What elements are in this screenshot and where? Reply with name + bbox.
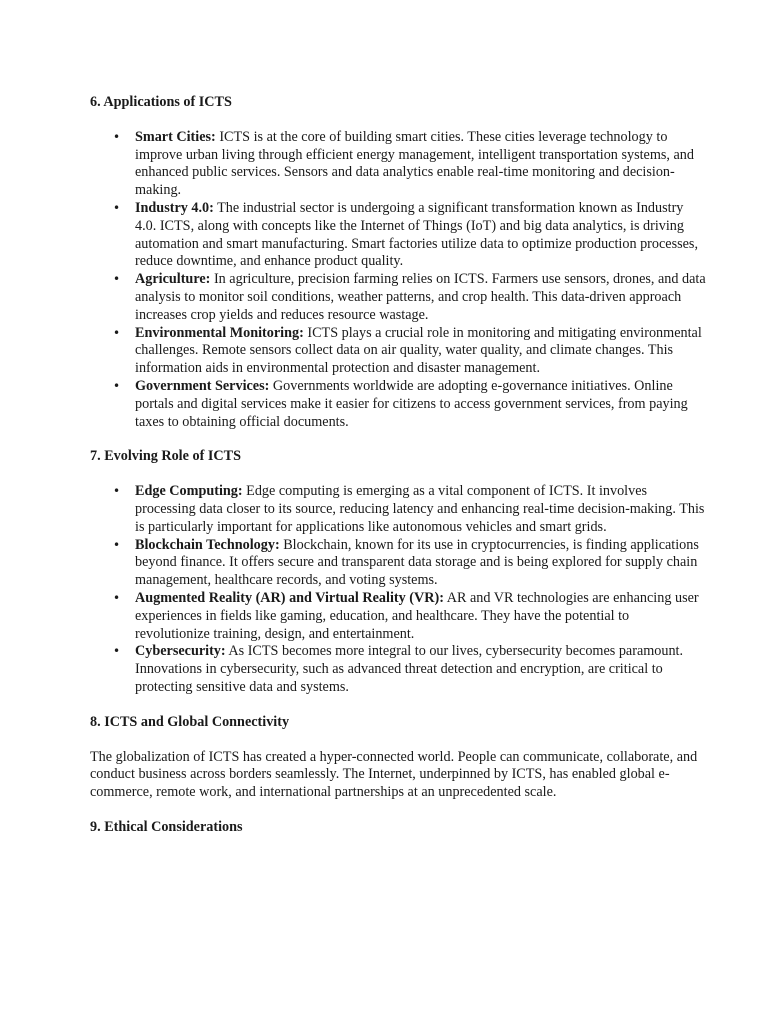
list-item: [135, 537, 706, 590]
global-connectivity-paragraph: The globalization of ICTS has created a hyper-connected world. People can communicate, collaborate, and conduct business across borders seamlessly. The Internet, underpinned by ICTS, has enabled global e-commerce, remote work, and international partnerships at an unprecedented scale.: [90, 748, 698, 801]
item-text: Edge computing is emerging as a vital component of ICTS. It involves processing data closer to its source, reducing latency and enhancing real-time decision-making. This is particularly important for applications like autonomous vehicles and smart grids.: [135, 483, 705, 535]
section-heading-global-connectivity: 8. ICTS and Global Connectivity: [90, 713, 290, 730]
section-heading-ethical-considerations: 9. Ethical Considerations: [90, 818, 243, 835]
item-text: As ICTS becomes more integral to our lives, cybersecurity becomes paramount. Innovations in cybersecurity, such as advanced threat detection and encryption, are critical to protecting sensitive data and systems.: [135, 643, 684, 695]
list-item: [135, 590, 706, 643]
item-term: Government Services:: [135, 377, 270, 394]
item-text: The industrial sector is undergoing a significant transformation known as Industry 4.0. ICTS, along with concepts like the Internet of Things (IoT) and big data analytics, is driving automation and smart manufacturing. Smart factories utilize data to optimize production processes, reduce downtime, and enhance product quality.: [135, 199, 698, 270]
item-text: Blockchain, known for its use in cryptocurrencies, is finding applications beyond finance. It offers secure and transparent data storage and is being explored for supply chain management, healthcare records, and voting systems.: [135, 536, 699, 589]
section-heading-evolving-role: 7. Evolving Role of ICTS: [90, 448, 241, 465]
list-item: [135, 325, 706, 378]
evolving-role-list: [90, 483, 706, 697]
item-text: AR and VR technologies are enhancing user experiences in fields like gaming, education, and healthcare. They have the potential to revolutionize training, design, and entertainment.: [135, 589, 699, 642]
item-text: In agriculture, precision farming relies on ICTS. Farmers use sensors, drones, and data analysis to monitor soil conditions, weather patterns, and crop health. This data-driven approach increases crop yields and reduces resource wastage.: [135, 271, 706, 323]
list-item: [135, 271, 706, 324]
list-item: [135, 483, 706, 536]
list-item: [135, 643, 706, 696]
applications-list: [90, 129, 706, 432]
item-term: Agriculture:: [135, 271, 211, 288]
item-text: ICTS is at the core of building smart cities. These cities leverage technology to improve urban living through efficient energy management, intelligent transportation systems, and enhanced public services. Sensors and data analytics enable real-time monitoring and decision-making.: [135, 128, 694, 199]
item-term: Blockchain Technology:: [135, 536, 280, 553]
list-item: [135, 378, 706, 431]
list-item: [135, 129, 706, 200]
item-term: Edge Computing:: [135, 483, 243, 500]
item-term: Industry 4.0:: [135, 199, 214, 216]
list-item: [135, 200, 706, 271]
item-term: Smart Cities:: [135, 128, 216, 145]
item-text: ICTS plays a crucial role in monitoring and mitigating environmental challenges. Remote sensors collect data on air quality, water quality, and climate changes. This information aids in environmental protection and disaster management.: [135, 324, 702, 377]
item-term: Augmented Reality (AR) and Virtual Reality (VR):: [135, 589, 444, 606]
section-heading-applications: 6. Applications of ICTS: [90, 94, 232, 110]
item-term: Environmental Monitoring:: [135, 324, 304, 341]
item-term: Cybersecurity:: [135, 643, 226, 660]
item-text: Governments worldwide are adopting e-governance initiatives. Online portals and digital services make it easier for citizens to access government services, from paying taxes to obtaining official documents.: [135, 377, 688, 430]
